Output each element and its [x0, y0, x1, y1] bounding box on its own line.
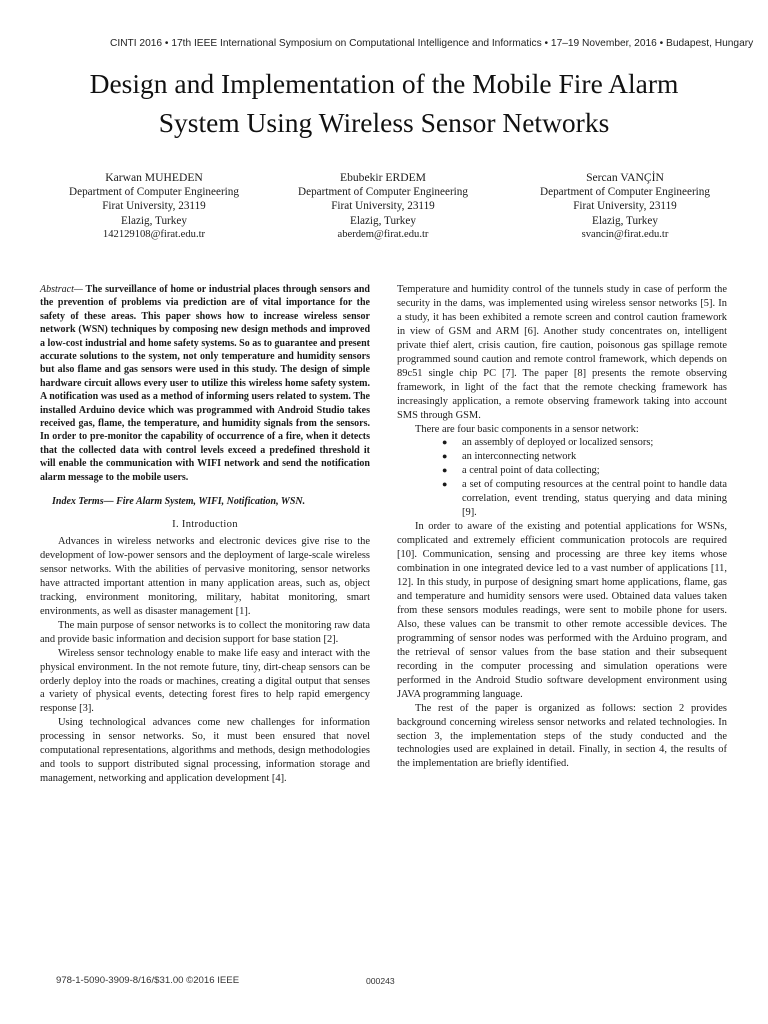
right-paragraph-3: The rest of the paper is organized as follows: section 2 provides background concerning wireless sensor networks and related technologies. In section 3, the implementation steps of the study conducted and the technologies used are explained in detail. Finally, in section 4, the results of the implementation are briefly identified. [397, 702, 727, 770]
author-name: Sercan VANÇİN [586, 171, 664, 184]
index-terms-text: Fire Alarm System, WIFI, Notification, WSN. [116, 496, 306, 508]
author-university: Firat University, 23119 [102, 200, 206, 213]
author-city: Elazig, Turkey [350, 214, 416, 227]
author-department: Department of Computer Engineering [540, 186, 710, 199]
list-item: ● a central point of data collecting; [442, 465, 600, 477]
author-city: Elazig, Turkey [592, 214, 658, 227]
copyright-isbn: 978-1-5090-3909-8/16/$31.00 ©2016 IEEE [56, 975, 240, 986]
components-intro: There are four basic components in a sensor network: [415, 423, 639, 435]
bullet-icon: ● [442, 479, 448, 490]
author-department: Department of Computer Engineering [298, 186, 468, 199]
right-column [397, 283, 727, 771]
abstract-text: The surveillance of home or industrial places through sensors and the prevention of problems via prediction are of vital importance for the safety of these areas. This paper shows how to increase wireless sensor network (WSN) techniques by composing new design methods and improved a low-cost industrial and home safety systems. So as to guarantee and present accurate solutions to the system, not only temperature and humidity sensors but also flame and gas sensors were used in this study. The design of simple hardware circuit allows every user to utilize this wireless home safety system. A notification was used as a method of informing users related to system. The installed Arduino device which was programmed with Android Studio takes received gas, flame, the temperature, and humidity signals from the sensors. In order to pre-monitor the capability of occurrence of a fire, when it detects that the collected data with control levels exceed a predefined threshold it will enable the communication with WIFI network and send the notification alarm message to the mobile users. [40, 284, 370, 483]
author-city: Elazig, Turkey [121, 214, 187, 227]
intro-paragraph-2: The main purpose of sensor networks is to collect the monitoring raw data and provide basic information and decision support for base station [2]. [40, 619, 370, 645]
index-terms [40, 495, 370, 509]
author-email: 142129108@firat.edu.tr [102, 228, 206, 240]
right-paragraph-1: Temperature and humidity control of the tunnels study in case of perform the security in the dams, was implemented using wireless sensor networks [5]. In a study, it has been exhibited a remote screen and control caution framework in view of GSM and ARM [6]. Another study concentrates on, intelligent private thief alert, crisis caution, fire caution, poisonous gas spillage remote programmed sound caution and remote control framework, which depends on 89c51 single chip PC [7]. The paper [8] presents the remote observing framework, in light of the fact that the remote checking framework has increasingly application, a remote observing framework taking into account SMS through GSM. [397, 284, 727, 421]
bullet-icon: ● [442, 437, 448, 448]
author-email: aberdem@firat.edu.tr [337, 228, 429, 240]
intro-paragraph-4: Using technological advances come new challenges for information processing in sensor networks. So, it must been ensured that novel computational representations, algorithms and methods, design methodologies and tools to support distributed signal processing, information storage and management, networking and application development [4]. [40, 717, 370, 785]
author-department: Department of Computer Engineering [69, 186, 239, 199]
bullet-icon: ● [442, 451, 448, 462]
author-name: Ebubekir ERDEM [340, 171, 426, 184]
paper-title [20, 64, 748, 142]
bullet-icon: ● [442, 465, 448, 476]
list-item: ● an interconnecting network [442, 451, 577, 463]
section-heading-introduction: I. Introduction [172, 519, 238, 531]
index-terms-label: Index Terms— [52, 496, 114, 508]
author-block-3 [505, 171, 745, 242]
abstract [40, 283, 370, 484]
intro-paragraph-3: Wireless sensor technology enable to make life easy and interact with the physical environment. In the not remote future, tiny, dirt-cheap sensors can be orderly deploy into the roads or machines, creating a digital output that senses a variety of physical events, detecting forest fires to help rapid emergency response [3]. [40, 647, 370, 715]
title-line-1: Design and Implementation of the Mobile Fire Alarm [89, 68, 679, 99]
intro-paragraph-1: Advances in wireless networks and electronic devices give rise to the development of low-power sensors and the deployment of large-scale wireless sensor networks. With the abilities of pervasive monitoring, sensor networks have attracted important attention in many application areas, such as, object tracking, environment monitoring, military, habitat monitoring, smart environments, as well as disaster management [1]. [40, 536, 370, 617]
page-number: 000243 [366, 976, 395, 986]
author-block-1 [34, 171, 274, 242]
list-item: ● an assembly of deployed or localized sensors; [442, 437, 654, 449]
author-block-2 [263, 171, 503, 242]
components-list [397, 436, 727, 520]
author-name: Karwan MUHEDEN [105, 171, 203, 184]
title-line-2: System Using Wireless Sensor Networks [158, 107, 610, 138]
right-paragraph-2: In order to aware of the existing and potential applications for WSNs, complicated and extremely efficient communication protocols are required [10]. Communication, sensing and processing are three key items whose combination in one integrated device led to a vast number of applications [11, 12]. In this study, in purpose of designing smart home applications, flame, gas and temperature and humidity sensors were used. Obtained data values taken from these sensors modules readings, were sent to mobile phone for users. Also, these values can be transmit to other remote accessible devices. The programming of sensor nodes was performed with the Arduino program, and the retrieval of sensor values from the base station and their subsequent recording in the computer processing and simulation operations were performed in the Android Studio software development environment using JAVA programming language. [397, 521, 727, 700]
abstract-label: Abstract— [40, 284, 83, 295]
left-column [40, 283, 370, 786]
author-email: svancin@firat.edu.tr [581, 228, 669, 240]
conference-header: CINTI 2016 • 17th IEEE International Symposium on Computational Intelligence and Informatics • 17–19 November, 2016 • Budapest, Hungary [110, 38, 754, 49]
author-university: Firat University, 23119 [331, 200, 435, 213]
author-university: Firat University, 23119 [573, 200, 677, 213]
list-item: ● a set of computing resources at the central point to handle data correlation, event trending, status querying and data mining [9]. [442, 479, 727, 519]
